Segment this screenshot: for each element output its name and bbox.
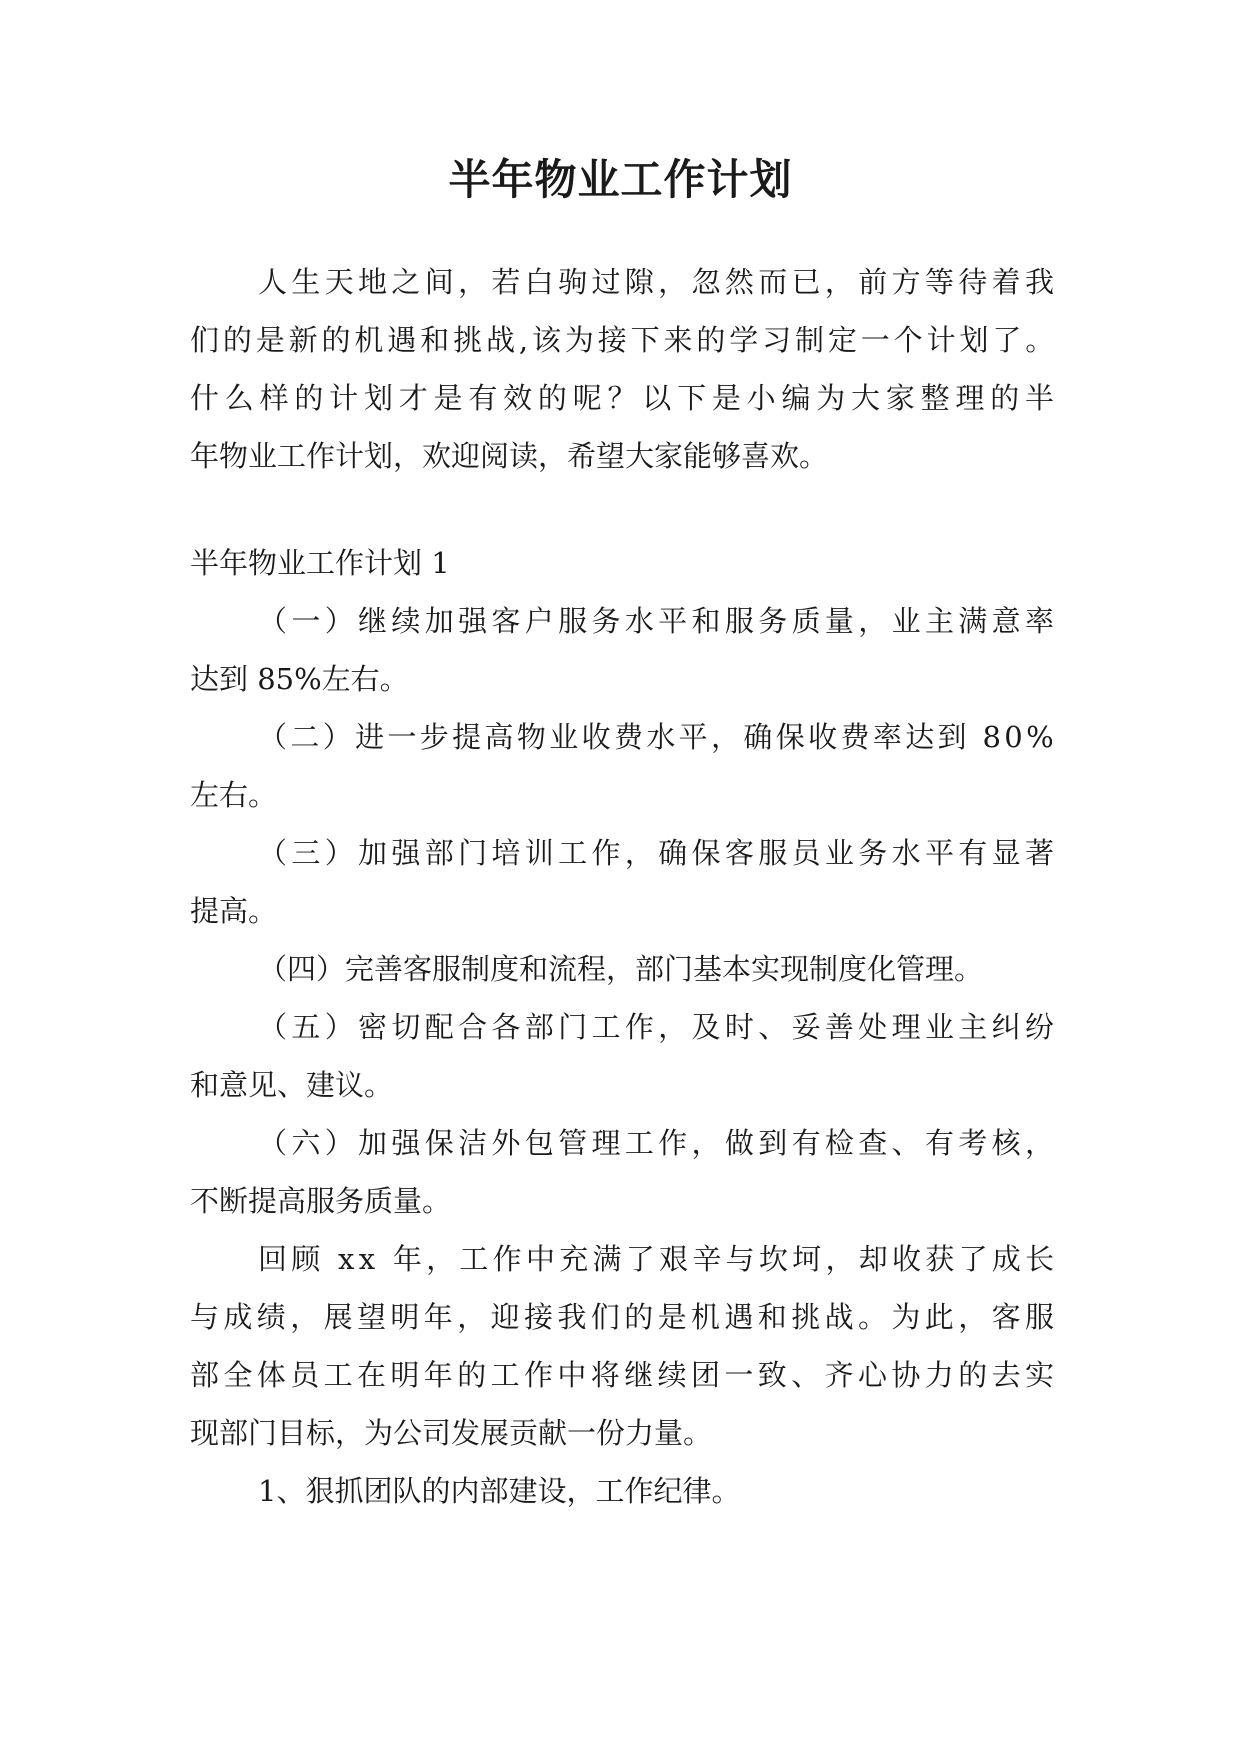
point-1: 1、狠抓团队的内部建设，工作纪律。 <box>258 1474 741 1508</box>
item-3-line-1: （三）加强部门培训工作，确保客服员业务水平有显著 <box>258 836 1059 870</box>
item-6-line-2: 不断提高服务质量。 <box>190 1184 452 1218</box>
item-5-line-1: （五）密切配合各部门工作，及时、妥善处理业主纠纷 <box>258 1010 1059 1044</box>
item-2-line-1: （二）进一步提高物业收费水平，确保收费率达到 80% <box>258 720 1058 754</box>
item-1-line-1: （一）继续加强客户服务水平和服务质量，业主满意率 <box>258 604 1059 638</box>
intro-line-3: 什么样的计划才是有效的呢？以下是小编为大家整理的半 <box>190 381 1060 415</box>
review-line-2: 与成绩，展望明年，迎接我们的是机遇和挑战。为此，客服 <box>190 1300 1059 1334</box>
item-6-line-1: （六）加强保洁外包管理工作，做到有检查、有考核， <box>258 1126 1059 1160</box>
review-line-4: 现部门目标，为公司发展贡献一份力量。 <box>190 1416 713 1450</box>
review-line-1: 回顾 xx 年，工作中充满了艰辛与坎坷，却收获了成长 <box>258 1242 1059 1276</box>
intro-line-1: 人生天地之间，若白驹过隙，忽然而已，前方等待着我 <box>258 265 1059 299</box>
document-title: 半年物业工作计划 <box>448 155 793 204</box>
item-1-line-2: 达到 85%左右。 <box>190 662 409 696</box>
review-line-3: 部全体员工在明年的工作中将继续团一致、齐心协力的去实 <box>190 1358 1059 1392</box>
intro-line-2: 们的是新的机遇和挑战,该为接下来的学习制定一个计划了。 <box>190 323 1059 357</box>
item-3-line-2: 提高。 <box>190 894 278 928</box>
item-4-line-1: （四）完善客服制度和流程，部门基本实现制度化管理。 <box>258 952 984 986</box>
section-heading: 半年物业工作计划 1 <box>190 546 450 580</box>
item-5-line-2: 和意见、建议。 <box>190 1068 394 1102</box>
intro-line-4: 年物业工作计划，欢迎阅读，希望大家能够喜欢。 <box>190 439 829 473</box>
item-2-line-2: 左右。 <box>190 778 278 812</box>
